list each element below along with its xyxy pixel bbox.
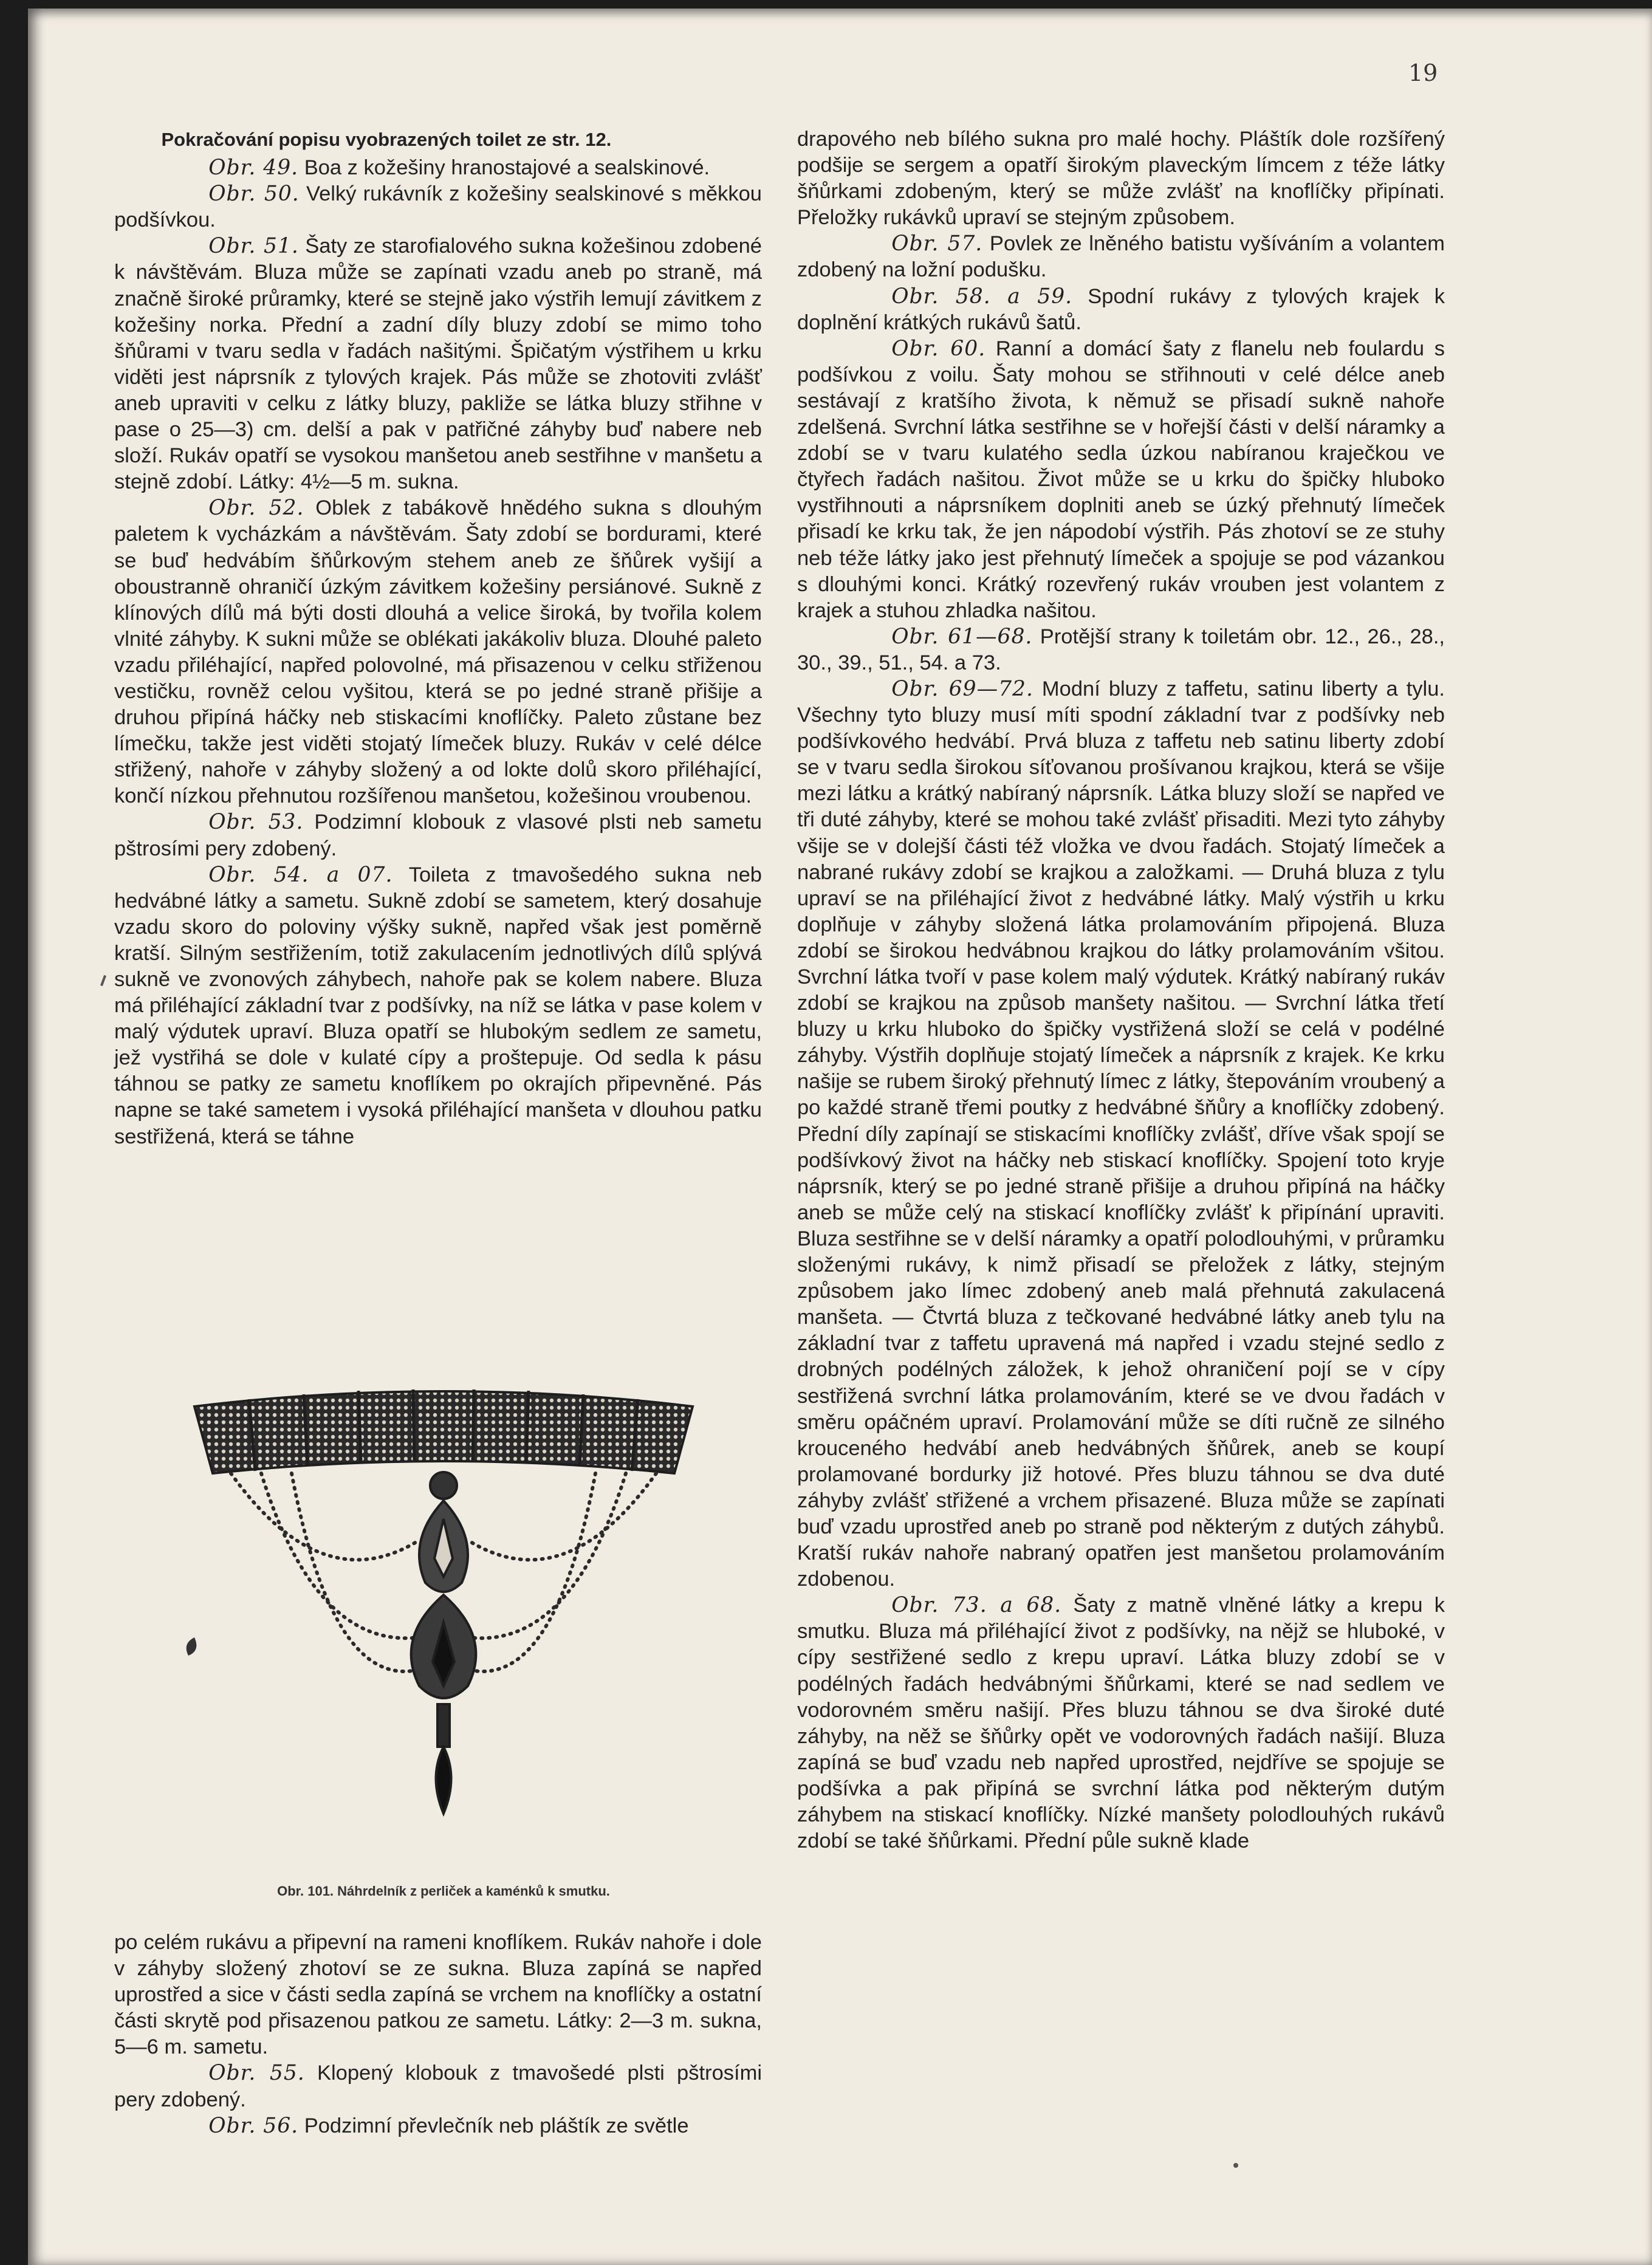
paragraph — [797, 336, 1445, 624]
figure-ref: Obr. 49. — [208, 156, 299, 180]
paragraph — [797, 1592, 1445, 1854]
paragraph-text: Oblek z tabákově hnědého sukna s dlouhým paletem k vycházkám a návštěvám. Šaty zdobí se bordurami, které se buď hedvábím šňůrkovým stehem aneb ze šňůrek vyšijí a oboustranně ohraničí úzkým závitkem kožešiny persiánové. Sukně z klínových dílů má býti dosti dlouhá a velice široká, by tvořila kolem vlnité záhyby. K sukni může se oblékati jakákoliv bluza. Dlouhé paleto vzadu přiléhající, napřed polovolné, má přisazenou v celku střiženou vestičku, rovněž celou vyšitou, která se po jedné straně přišije a druhou připíná háčky neb stiskacími knoflíčky. Paleto zůstane bez límečku, takže jest viděti stojatý límeček bluzy. Rukáv v celé délce střižený, nahoře v záhyby složený a od lokte dolů skoro přiléhající, končí nízkou přehnutou rozšířenou manšetou, kožešinou vroubenou. — [114, 496, 762, 808]
paragraph-text: Klopený klobouk z tmavošedé plsti pštrosími pery zdobený. — [114, 2061, 762, 2111]
paragraph — [114, 1930, 762, 2060]
paragraph-text: drapového neb bílého sukna pro malé hochy. Pláštík dole rozšířený podšije se sergem a opatří širokým plaveckým límcem z téže látky šňůrkami zdobeným, který se může zvlášť na knoflíčky připínati. Přeložky rukávků upraví se stejným způsobem. — [797, 128, 1445, 230]
figure-ref: Obr. 52. — [208, 496, 304, 521]
col1-paragraphs — [114, 155, 762, 1150]
paragraph — [797, 126, 1445, 231]
figure-caption: Obr. 101. Náhrdelník z perliček a kaménků k smutku. — [277, 1883, 610, 1899]
ink-speck — [1233, 2163, 1238, 2168]
paragraph — [114, 155, 762, 181]
paragraph — [114, 862, 762, 1150]
figure-ref: Obr. 69—72. — [891, 676, 1033, 701]
pendant — [411, 1472, 476, 1814]
figure-ref: Obr. 73. a 68. — [891, 1593, 1062, 1618]
paragraph-text: Toileta z tmavošedého sukna neb hedvábné látky a sametu. Sukně zdobí se sametem, který dosahuje vzadu skoro do poloviny výšky sukně, napřed však jest poměrně kratší. Silným sestřižením, totiž zakulacením jednotlivých dílů splývá sukně ve zvonových záhybech, nahoře pak se kolem nabere. Bluza má přiléhající základní tvar z podšívky, na níž se látka v pase kolem v malý výdutek upraví. Bluza opatří se hlubokým sedlem ze sametu, jež vystřihá se dole v kulaté cípy a proštepuje. Od sedla k pásu táhnou se patky ze sametu knoflíkem po okrajích připevněné. Pás napne se také sametem i vysoká přiléhající manšeta v dlouhou patku sestřižená, která se táhne — [114, 863, 762, 1148]
paragraph-text: Boa z kožešiny hranostajové a sealskinové. — [298, 156, 710, 180]
left-column-bottom — [114, 1930, 762, 2139]
figure-ref: Obr. 58. a 59. — [891, 284, 1073, 309]
paragraph-text: Šaty ze starofialového sukna kožešinou zdobené k návštěvám. Bluza může se zapínati vzadu aneb po straně, má značně široké průramky, které se stejně jako výstřih lemují závitkem z kožešiny norka. Přední a zadní díly bluzy zdobí se mimo toho šňůrami v tvaru sedla v řadách našitými. Špičatým výstřihem u krku viděti jest náprsník z tylových krajek. Pás může se zhotoviti zvlášť aneb upraviti v celku z látky bluzy, pakliže se látka bluzy střihne v pase o 25—3) cm. delší a pak v patřičné záhyby buď nabere neb složí. Rukáv opatří se vysokou manšetou aneb sestřihne v manšetu a stejně zdobí. Látky: 4½—5 m. sukna. — [114, 235, 762, 494]
continuation-heading: Pokračování popisu vyobrazených toilet ze str. 12. — [161, 129, 612, 150]
paragraph — [114, 181, 762, 233]
figure-ref: Obr. 50. — [208, 182, 300, 207]
paragraph — [114, 2060, 762, 2113]
paragraph-text: po celém rukávu a připevní na rameni knoflíkem. Rukáv nahoře i dole v záhyby složený zhotoví se ze sukna. Bluza zapíná se napřed uprostřed a sice v části sedla zapíná se vrchem na knoflíčky a ostatní části skrytě pod přisazenou patkou ze sametu. Látky: 2—3 m. sukna, 5—6 m. sametu. — [114, 1931, 762, 2059]
figure-ref: Obr. 55. — [208, 2061, 305, 2086]
right-column — [797, 126, 1445, 1854]
left-column — [114, 126, 762, 1150]
paragraph-text: Velký rukávník z kožešiny sealskinové s měkkou podšívkou. — [114, 182, 762, 232]
figure-ref: Obr. 60. — [891, 336, 986, 361]
figure-ref: Obr. 53. — [208, 810, 304, 835]
paragraph — [114, 495, 762, 809]
paragraph-text: Ranní a domácí šaty z flanelu neb foulardu s podšívkou z voilu. Šaty mohou se střihnouti v celé délce aneb sestávají z kratšího života, k němuž se přisadí sukně nahoře zdelšená. Svrchní látka sestřihne se v hořejší části v delší náramky a zdobí se v tvaru kulatého sedla úzkou nabíranou kraječkou ve čtyřech řadách našitou. Život může se u krku do špičky hluboko vystřihnouti a náprsníkem doplniti aneb se úzký přehnutý límeček přisadí ke krku tak, že jen nápodobí výstřih. Pás zhotoví se ze stuhy neb téže látky jako jest přehnutý límeček a spojuje se pod vázankou s dlouhými konci. Krátký rozevřený rukáv vrouben jest volantem z krajek a stuhou zhladka našitou. — [797, 337, 1445, 622]
paragraph-text: Modní bluzy z taffetu, satinu liberty a tylu. Všechny tyto bluzy musí míti spodní základní tvar z podšívky neb podšívkového hedvábí. Prvá bluza z taffetu neb satinu liberty zdobí se v tvaru sedla širokou síťovanou prošívanou krajkou, která se všije mezi látku a krátký nabíraný náprsník. Látka bluzy složí se napřed ve tři duté záhyby, které se mohou také zvlášť přisaditi. Mezi tyto záhyby všije se v dolejší části též vložka ve dvou řadách. Stojatý límeček a nabrané rukávy zdobí se krajkou a založkami. — Druhá bluza z tylu upraví se na přiléhající život z hedvábné látky. Malý výstřih u krku doplňuje v záhyby složená látka prolamováním připojená. Bluza zdobí se širokou hedvábnou krajkou do látky prolamováním všitou. Svrchní látka tvoří v pase kolem malý výdutek. Krátký nabíraný rukáv zdobí se krajkou na způsob manšety našitou. — Svrchní látka třetí bluzy u krku hluboko do špičky vystřižená složí se celá v podélné záhyby. Výstřih doplňuje stojatý límeček a náprsník z krajek. Ke krku našije se rubem široký přehnutý límec z látky, štepováním vroubený a po každé straně třemi poutky z hedvábné šňůry a knoflíčky zdobený. Přední díly zapínají se stiskacími knoflíčky zvlášť, dříve však spojí se podšívkový život na háčky neb stiskací knoflíčky. Spojení toto kryje náprsník, který se po jedné straně přišije a druhou připíná na háčky aneb se může celý na stiskací knoflíčky zvlášť k připínání upraviti. Bluza sestřihne se v delší náramky a opatří polodlouhými, v průramku složenými rukávy, k nimž přisadí se přeložek z látky, stejným způsobem jako límec zdobený aneb malá přehnutá zakulacená manšeta. — Čtvrtá bluza z tečkované hedvábné látky aneb tylu na základní tvar z taffetu upravená má napřed i vzadu stejné sedlo z drobných podélných záložek, k jehož ohraničení pojí se v cípy sestřižená svrchní látka prolamováním, které se ve dvou řadách v směru opáčném upraví. Prolamování může se díti ručně ze silného krouceného hedvábí aneb hedvábných šňůrek, aneb se koupí prolamované bordurky již hotové. Přes bluzu táhnou se dva duté záhyby zvlášť střižené a vrchem přisazené. Bluza může se zapínati buď vzadu uprostřed aneb po straně pod některým z dutých záhybů. Kratší rukáv nahoře nabraný opatřen jest manšetou prolamováním zdobenou. — [797, 677, 1445, 1591]
paragraph-text: Podzimní klobouk z vlasové plsti neb sametu pštrosími pery zdobený. — [114, 810, 762, 860]
paragraph-text: Povlek ze lněného batistu vyšíváním a volantem zdobený na ložní podušku. — [797, 232, 1445, 282]
paragraph — [114, 2113, 762, 2139]
figure-ref: Obr. 56. — [208, 2113, 299, 2138]
detached-ornament — [187, 1637, 197, 1656]
collar-band — [194, 1391, 693, 1473]
paragraph-text: Spodní rukávy z tylových krajek k doplnění krátkých rukávů šatů. — [797, 284, 1445, 334]
paragraph-text: Protější strany k toiletám obr. 12., 26., 28., 30., 39., 51., 54. a 73. — [797, 625, 1445, 674]
paragraph — [797, 284, 1445, 336]
paragraph — [797, 231, 1445, 283]
paragraph — [114, 809, 762, 862]
figure-ref: Obr. 57. — [891, 231, 983, 256]
paragraph — [797, 676, 1445, 1592]
figure-ref: Obr. 54. a 07. — [208, 862, 393, 887]
page-number: 19 — [1408, 60, 1438, 86]
figure-ref: Obr. 61—68. — [891, 624, 1033, 649]
figure-ref: Obr. 51. — [208, 234, 299, 259]
paragraph — [114, 233, 762, 495]
necklace-illustration — [140, 1382, 747, 1893]
paragraph-text: Podzimní převlečník neb pláštík ze světle — [298, 2114, 689, 2137]
paragraph — [797, 624, 1445, 676]
paragraph-text: Šaty z matně vlněné látky a krepu k smutku. Bluza má přiléhající život z podšívky, na nějž se hluboké, v cípy sestřižené sedlo z krepu upraví. Látka bluzy zdobí se v podélných řadách hedvábnými šňůrkami, které se nad sedlem ve vodorovném směru našijí. Přes bluzu táhnou se dva široké duté záhyby, na něž se šňůrky opět ve vodorovných řadách našijí. Bluza zapíná se buď vzadu neb napřed uprostřed, nejdříve se spojuje se podšívka a pak připíná se svrchní látka pod některým dutým záhybem na stiskací knoflíčky. Nízké manšety polodlouhých rukávů zdobí se také šňůrkami. Přední půle sukně klade — [797, 1594, 1445, 1853]
